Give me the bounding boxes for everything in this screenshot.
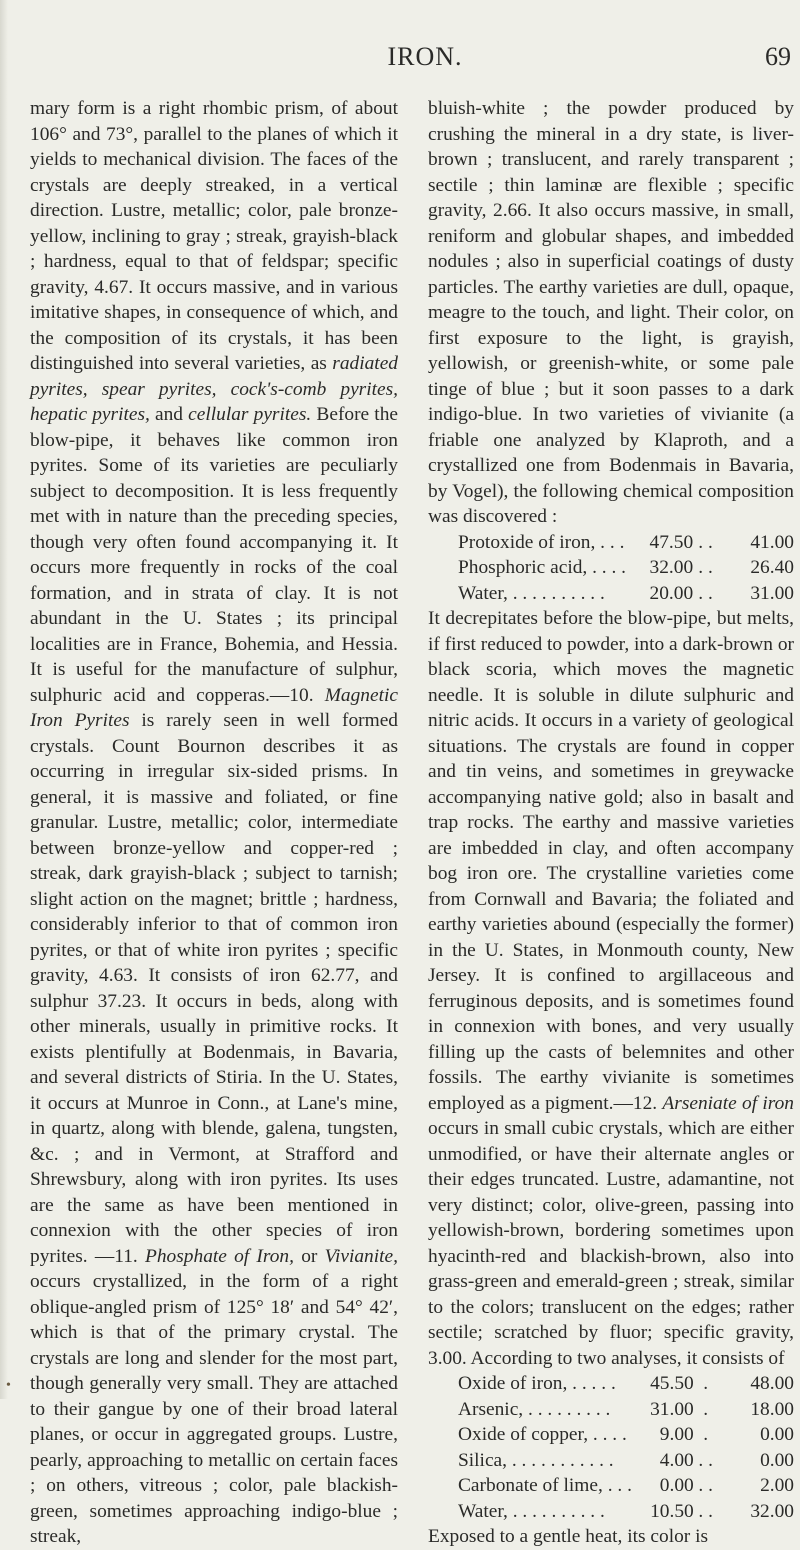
component-name: Silica, . . . . . . . . . . . [458,1449,614,1471]
component-name: Protoxide of iron, . . . [458,531,625,553]
value-first-analysis: 9.00 [659,1424,694,1445]
component-name: Phosphoric acid, . . . . [458,557,627,578]
value-first-analysis: 47.50 [649,531,694,553]
composition-row [428,1422,794,1448]
leader-dots: . [703,1373,709,1394]
component-name: Water, . . . . . . . . . . [458,582,605,604]
composition-row [428,555,794,581]
species-heading-phosphate-of-iron: Phosphate of Iron, [145,1245,294,1267]
paragraph-vivianite-occurrence [428,606,794,1371]
leader-dots: . [703,1424,709,1445]
leader-dots: . . [698,557,713,578]
paragraph-marcasite-continued [30,96,398,1550]
component-name: Oxide of copper, . . . . [458,1424,627,1445]
paragraph-continued: Exposed to a gentle heat, its color is [428,1526,709,1547]
leader-dots: . . [698,1475,713,1496]
value-first-analysis: 32.00 [649,557,694,578]
value-first-analysis: 0.00 [659,1475,694,1496]
right-column [428,96,794,1550]
leader-dots: . . [698,531,713,553]
text-run: and [149,404,189,425]
value-second-analysis: 31.00 [750,582,794,604]
page-gutter-shadow [0,0,8,1399]
leader-dots: . . [698,582,713,604]
value-second-analysis: 41.00 [750,531,794,553]
composition-row [428,1448,794,1474]
component-name: Carbonate of lime, . . . [458,1475,632,1496]
component-name: Oxide of iron, . . . . . [458,1373,616,1394]
value-second-analysis: 2.00 [760,1475,794,1496]
text-run: It decrepitates before the blow-pipe, but melts, if first reduced to powder, into a dark-brown or black scoria, which moves the magnetic needle. It is soluble in dilute sulphuric and nitric acids. It occurs in a variety of geological situations. The crystals are found in copper and tin veins, and sometimes in greywacke accompanying native gold; also in basalt and trap rocks. The earthy and massive varieties are imbedded in clay, and often accompany bog iron ore. The crystalline varieties come from Cornwall and Bavaria; the foliated and earthy varieties abound (especially the former) in the U. States, in Monmouth county, New Jersey. It is confined to argillaceous and ferruginous deposits, and is sometimes found in connexion with bones, and very usually filling up the casts of belemnites and other fossils. The earthy vivianite is sometimes employed as a pigment.—12. [428,608,794,1114]
value-second-analysis: 48.00 [750,1373,794,1394]
leader-dots: . [703,1398,709,1420]
component-name: Arsenic, . . . . . . . . . [458,1398,611,1420]
variety-names-italic: radiated pyrites, spear pyrites, cock's-comb pyrites, hepatic pyrites, [30,353,398,425]
left-column [30,96,398,1550]
value-first-analysis: 31.00 [650,1398,694,1420]
value-first-analysis: 45.50 [650,1373,694,1394]
page-number: 69 [765,42,791,71]
text-run: occurs crystallized, in the form of a right oblique-angled prism of 125° 18′ and 54° 42′, which is that of the primary crystal. The crystals are long and slender for the most part, though generally very small. They are attached to their gangue by one of their broad lateral planes, or occur in aggregated groups. Lustre, pearly, approaching to metallic on certain faces ; on others, vitreous ; color, pale blackish-green, sometimes approaching indigo-blue ; streak, [30,1271,398,1547]
species-heading-vivianite: Vivianite, [324,1245,398,1267]
value-second-analysis: 0.00 [760,1424,794,1445]
composition-row [428,530,794,556]
value-first-analysis: 10.50 [650,1500,694,1522]
composition-row [428,1397,794,1423]
composition-row [428,581,794,607]
text-run: Before the blow-pipe, it behaves like common iron pyrites. Some of its varieties are peculiarly subject to decomposition. It is less frequently met with in nature than the preceding species, though very often found accompanying it. It occurs more frequently in rocks of the coal formation, and in strata of clay. It is not abundant in the U. States ; its principal localities are in France, Bohemia, and Hessia. It is useful for the manufacture of sulphur, sulphuric acid and copperas.—10. [30,404,398,706]
text-run: mary form is a right rhombic prism, of about 106° and 73°, parallel to the planes of which it yields to mechanical division. The faces of the crystals are deeply streaked, in a vertical direction. Lustre, metallic; color, pale bronze-yellow, inclining to gray ; streak, grayish-black ; hardness, equal to that of feldspar; specific gravity, 4.67. It occurs massive, and in various imitative shapes, in consequence of which, and the composition of its crystals, it has been distinguished into several varieties, as [30,98,398,374]
value-first-analysis: 20.00 [649,582,694,604]
printers-mark: • [6,1378,11,1393]
running-title: IRON. [387,42,463,71]
text-run: or [293,1245,325,1267]
paragraph-vivianite-properties: bluish-white ; the powder produced by crushing the mineral in a dry state, is liver-brown ; translucent, and rarely transparent ; sectile ; thin laminæ are flexible ; specific gravity, 2.66. It also occurs massive, in small, reniform and globular shapes, and imbedded nodules ; also in superficial coatings of dusty particles. The earthy varieties are dull, opaque, meagre to the touch, and light. Their color, on first exposure to the light, is grayish, yellowish, or greenish-white, or some pale tinge of blue ; but it soon passes to a dark indigo-blue. In two varieties of vivianite (a friable one analyzed by Klaproth, and a crystallized one from Bodenmais in Bavaria, by Vogel), the following chemical composition was discovered : [428,98,794,527]
variety-name-italic: cellular pyrites. [188,404,312,425]
text-run: occurs in small cubic crystals, which are either unmodified, or have their alternate angles or their edges truncated. Lustre, adamantine, not very distinct; color, olive-green, passing into yellowish-brown, bordering sometimes upon hyacinth-red and blackish-brown, also into grass-green and emerald-green ; streak, similar to the colors; translucent on the edges; rather sectile; scratched by fluor; specific gravity, 3.00. According to two analyses, it consists of [428,1118,794,1369]
species-heading-arseniate-of-iron: Arseniate of iron [662,1092,795,1114]
composition-row [428,1473,794,1499]
composition-table-arseniate [428,1371,794,1524]
leader-dots: . . [698,1500,713,1522]
text-run: is rarely seen in well formed crystals. Count Bournon describes it as occurring in irregular six-sided prisms. In general, it is massive and foliated, or fine granular. Lustre, metallic; color, intermediate between bronze-yellow and copper-red ; streak, dark grayish-black ; subject to tarnish; slight action on the magnet; brittle ; hardness, considerably inferior to that of common iron pyrites, or that of white iron pyrites ; specific gravity, 4.63. It consists of iron 62.77, and sulphur 37.23. It occurs in beds, along with other minerals, usually in primitive rocks. It exists plentifully at Bodenmais, in Bavaria, and several districts of Stiria. In the U. States, it occurs at Munroe in Conn., at Lane's mine, in quartz, along with blende, galena, tungsten, &c. ; and in Vermont, at Strafford and Shrewsbury, along with iron pyrites. Its uses are the same as have been mentioned in connexion with the other species of iron pyrites. —11. [30,710,398,1267]
composition-table-vivianite [428,530,794,607]
value-second-analysis: 0.00 [760,1449,794,1471]
page-header [55,42,795,82]
value-second-analysis: 18.00 [750,1398,794,1420]
value-second-analysis: 26.40 [750,557,794,578]
value-first-analysis: 4.00 [659,1449,694,1471]
composition-row [428,1499,794,1525]
leader-dots: . . [698,1449,713,1471]
composition-row [428,1371,794,1397]
species-heading-magnetic-iron-pyrites: Magnetic Iron Pyrites [30,684,398,731]
component-name: Water, . . . . . . . . . . [458,1500,605,1522]
value-second-analysis: 32.00 [750,1500,794,1522]
